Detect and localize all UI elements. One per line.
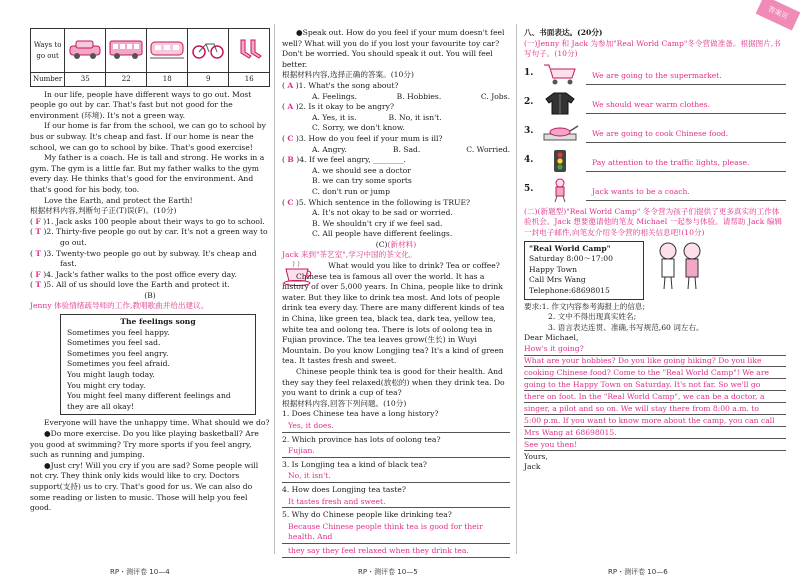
column-divider xyxy=(274,24,275,554)
section-heading: 八、书面表达。(20分) xyxy=(524,28,603,37)
traffic-light-icon xyxy=(534,149,586,173)
number-cell: 22 xyxy=(106,73,147,87)
requirement: 2. 文中不得出现真实姓名; xyxy=(548,312,637,322)
mc-question: ( A )1. What's the song about? A. Feelings. B. Hobbies. C. Jobs. xyxy=(282,80,510,101)
song-line: Sometimes you feel happy. xyxy=(67,327,170,337)
picture-answer: Pay attention to the traffic lights, please. xyxy=(586,158,786,172)
qa-answer: It tastes fresh and sweet. xyxy=(282,497,510,509)
mc-question: ( B )4. If we feel angry, ________. A. we should see a doctor B. we can try some sports C. don't run or jump xyxy=(282,155,412,196)
song-line: You might laugh today. xyxy=(67,370,155,380)
picture-item: 1. We are going to the supermarket. xyxy=(524,62,786,86)
advice-paragraph: ●Speak out. How do you feel if your mum doesn't feel well? What will you do if you lost your favourite toy car? Don't be worried. You should speak it out. You will feel better. xyxy=(282,28,505,69)
tea-header xyxy=(282,261,510,367)
passage-paragraph: If our home is far from the school, we can go to school by bus or subway. It's cheap and fast. If our home is near the school, we can go to school by bike. That's good exercise! xyxy=(30,121,266,152)
page-footer: RP・测评卷 10—5 xyxy=(358,568,418,576)
letter-line: What are your hobbies? Do you like going hiking? Do you like xyxy=(524,356,786,368)
number-cell: 35 xyxy=(65,73,106,87)
advice-paragraph: ●Do more exercise. Do you like playing basketball? Are you good at swimming? Try more sports if you feel angry, such as running and jumping. xyxy=(30,429,259,460)
passage-paragraph: In our life, people have different ways to go out. Most people go out by car. That's fast but not good for the environment (环境). It's not a green way. xyxy=(30,89,252,120)
letter-line: cooking Chinese food? Come to the "Real World Camp"! We are xyxy=(524,368,786,380)
song-line: You might cry today. xyxy=(67,380,146,390)
tf-item: ( F )4. Jack's father walks to the post office every day. xyxy=(30,269,237,279)
kids-icon xyxy=(650,239,710,295)
letter-line: See you then! xyxy=(524,440,786,452)
song-line: Sometimes you feel angry. xyxy=(67,348,169,358)
qa-answer: they say they feel relaxed when they drink tea. xyxy=(282,546,510,558)
letter-signoff: Yours, xyxy=(524,451,548,461)
column-right xyxy=(524,28,786,473)
section-intro: Jenny 体验情绪疏导师的工作,教唱歌曲并给出建议。 xyxy=(30,301,209,311)
mc-question: ( A )2. Is it okay to be angry? A. Yes, it is. B. No, it isn't. C. Sorry, we don't know. xyxy=(282,102,442,133)
coach-icon xyxy=(534,178,586,202)
qa-question: 3. Is Longjing tea a kind of black tea? xyxy=(282,459,427,469)
mc-question: ( C )5. Which sentence in the following is TRUE? A. It's not okay to be sad or worried. B. We shouldn't cry if we feel sad. C. All people have different feelings. xyxy=(282,197,471,239)
tf-item: ( T )2. Thirty-five people go out by car. It's not a green way to go out. xyxy=(30,227,268,247)
picture-answer: We are going to cook Chinese food. xyxy=(586,129,786,143)
car-icon xyxy=(65,29,106,73)
number-cell: 18 xyxy=(147,73,188,87)
section-heading: (B) xyxy=(144,290,156,300)
page-footer: RP・测评卷 10—6 xyxy=(608,568,668,576)
section-heading: (C)(新材料) xyxy=(375,239,417,249)
qa-question: 4. How does Longjing tea taste? xyxy=(282,484,406,494)
corner-stamp: 答案页 xyxy=(756,0,800,31)
qa-answer: No, it isn't. xyxy=(282,471,510,483)
column-left xyxy=(30,28,270,514)
ways-label-cell: Ways to go out xyxy=(31,29,65,73)
letter-line: Mrs Wang at 68698015. xyxy=(524,428,786,440)
camp-poster: "Real World Camp" Saturday 8:00～17:00 Happy Town Call Mrs Wang Telephone:68698015 xyxy=(524,241,644,300)
column-middle xyxy=(282,28,510,560)
song-title: The feelings song xyxy=(120,317,196,327)
qa-answer: Because Chinese people think tea is good for their health. And xyxy=(282,522,510,544)
subway-icon xyxy=(147,29,188,73)
letter-line: How's it going? xyxy=(524,344,786,356)
letter-greeting: Dear Michael, xyxy=(524,333,579,343)
qa-question: 1. Does Chinese tea have a long history? xyxy=(282,409,439,419)
number-cell: 9 xyxy=(188,73,229,87)
picture-item: 5. Jack wants to be a coach. xyxy=(524,178,786,202)
picture-answer: We are going to the supermarket. xyxy=(586,71,786,85)
qa-question: 2. Which province has lots of oolong tea? xyxy=(282,434,441,444)
part-intro: (一)Jenny 和 Jack 为参加"Real World Camp"冬令营做准备。根据图片,书写句子。(10分) xyxy=(524,38,781,59)
ways-table xyxy=(30,28,270,87)
advice-paragraph: ●Just cry! Will you cry if you are sad? Some people will not cry. They think only kids would like to cry. Doctors support(支持) us to cry. That's good for us. We can also do some reading or listen to music. Those will help you feel good. xyxy=(30,460,259,513)
song-line: You might feel many different feelings and they are all okay! xyxy=(67,391,231,411)
letter-line: singer, a pilot and so on. We will stay there from 8:00 a.m. to xyxy=(524,404,786,416)
tf-item: ( T )3. Twenty-two people go out by subway. It's cheap and fast. xyxy=(30,248,257,269)
part-intro: (二)(新题型)"Real World Camp" 冬令营为孩子们提供了更多真实的工作体验机会。Jack 想要邀请他的笔友 Michael 一起参与体验。请帮助 Jack 编辑一封电子邮件,向笔友介绍冬令营的相关信息吧!(10分) xyxy=(524,206,782,237)
qa-answer: Yes, it does. xyxy=(282,421,510,433)
passage-paragraph: Love the Earth, and protect the Earth! xyxy=(44,195,193,205)
column-divider xyxy=(516,24,517,554)
song-box xyxy=(60,314,256,415)
passage-paragraph: My father is a coach. He is tall and strong. He works in a gym. The gym is a little far. But my father walks to the gym every day. He thinks that's good for the environment. And that's good for his body, too. xyxy=(30,153,265,194)
number-label-cell: Number xyxy=(31,73,65,87)
advice-paragraph: Everyone will have the unhappy time. What should we do? xyxy=(44,418,270,428)
bus-icon xyxy=(106,29,147,73)
tf-item: ( F )1. Jack asks 100 people about their ways to go to school. xyxy=(30,216,265,226)
letter-line: 5:00 p.m. If you want to know more about the camp, you can call xyxy=(524,416,786,428)
tea-paragraph: Chinese tea is famous all over the world. It has a history of over 5,000 years. In China, people like to drink water. But they like to drink tea most. And lots of people drink tea every day. There are many different kinds of tea in China, like green tea, black tea, dark tea, yellow tea, white tea and oolong tea. There is lots of oolong tea in Fujian province. The tea leaves grow(生长) in Wuyi Mountain. Do you know Longjing tea? It's a kind of green tea. It tastes fresh and sweet. xyxy=(282,271,505,366)
requirement: 3. 语言表达连贯、准确,书写规范,60 词左右。 xyxy=(548,322,704,332)
letter-signature: Jack xyxy=(524,462,541,472)
instruction: 根据材料内容,选择正确的答案。(10分) xyxy=(282,70,414,80)
bicycle-icon xyxy=(188,29,229,73)
tea-paragraph: Chinese people think tea is good for their health. And they say they feel relaxed(放松的) when they drink tea. Do you want to drink a cup of tea? xyxy=(282,367,505,398)
picture-item: 4. Pay attention to the traffic lights, please. xyxy=(524,149,786,173)
qa-answer: Fujian. xyxy=(282,446,510,458)
qa-question: 5. Why do Chinese people like drinking tea? xyxy=(282,510,452,520)
letter-line: there on foot. In the "Real World Camp", we can be a doctor, a xyxy=(524,392,786,404)
picture-item: 2. We should wear warm clothes. xyxy=(524,91,786,115)
picture-item: 3. We are going to cook Chinese food. xyxy=(524,120,786,144)
walking-icon xyxy=(229,29,270,73)
shopping-cart-icon xyxy=(534,62,586,86)
instruction: 根据材料内容,判断句子正(T)误(F)。(10分) xyxy=(30,206,177,216)
instruction: 根据材料内容,回答下列问题。(10分) xyxy=(282,398,407,408)
number-cell: 16 xyxy=(229,73,270,87)
letter-line: going to the Happy Town on Saturday. It's not far. So we'll go xyxy=(524,380,786,392)
requirement: 要求:1. 作文内容参考海报上的信息; xyxy=(524,301,646,311)
camp-poster-area xyxy=(524,239,786,302)
song-line: Sometimes you feel afraid. xyxy=(67,359,170,369)
song-line: Sometimes you feel sad. xyxy=(67,338,161,348)
section-intro: Jack 来到"茶艺室",学习中国的茶文化。 xyxy=(282,250,417,260)
page-footer: RP・测评卷 10—4 xyxy=(110,568,170,576)
mc-question: ( C )3. How do you feel if your mum is ill? A. Angry. B. Sad. C. Worried. xyxy=(282,133,510,154)
coat-icon xyxy=(534,91,586,115)
cooking-icon xyxy=(534,120,586,144)
picture-answer: Jack wants to be a coach. xyxy=(586,187,786,201)
picture-answer: We should wear warm clothes. xyxy=(586,100,786,114)
tf-item: ( T )5. All of us should love the Earth and protect it. xyxy=(30,280,230,290)
tea-title: What would you like to drink? Tea or coffee? xyxy=(328,261,500,271)
